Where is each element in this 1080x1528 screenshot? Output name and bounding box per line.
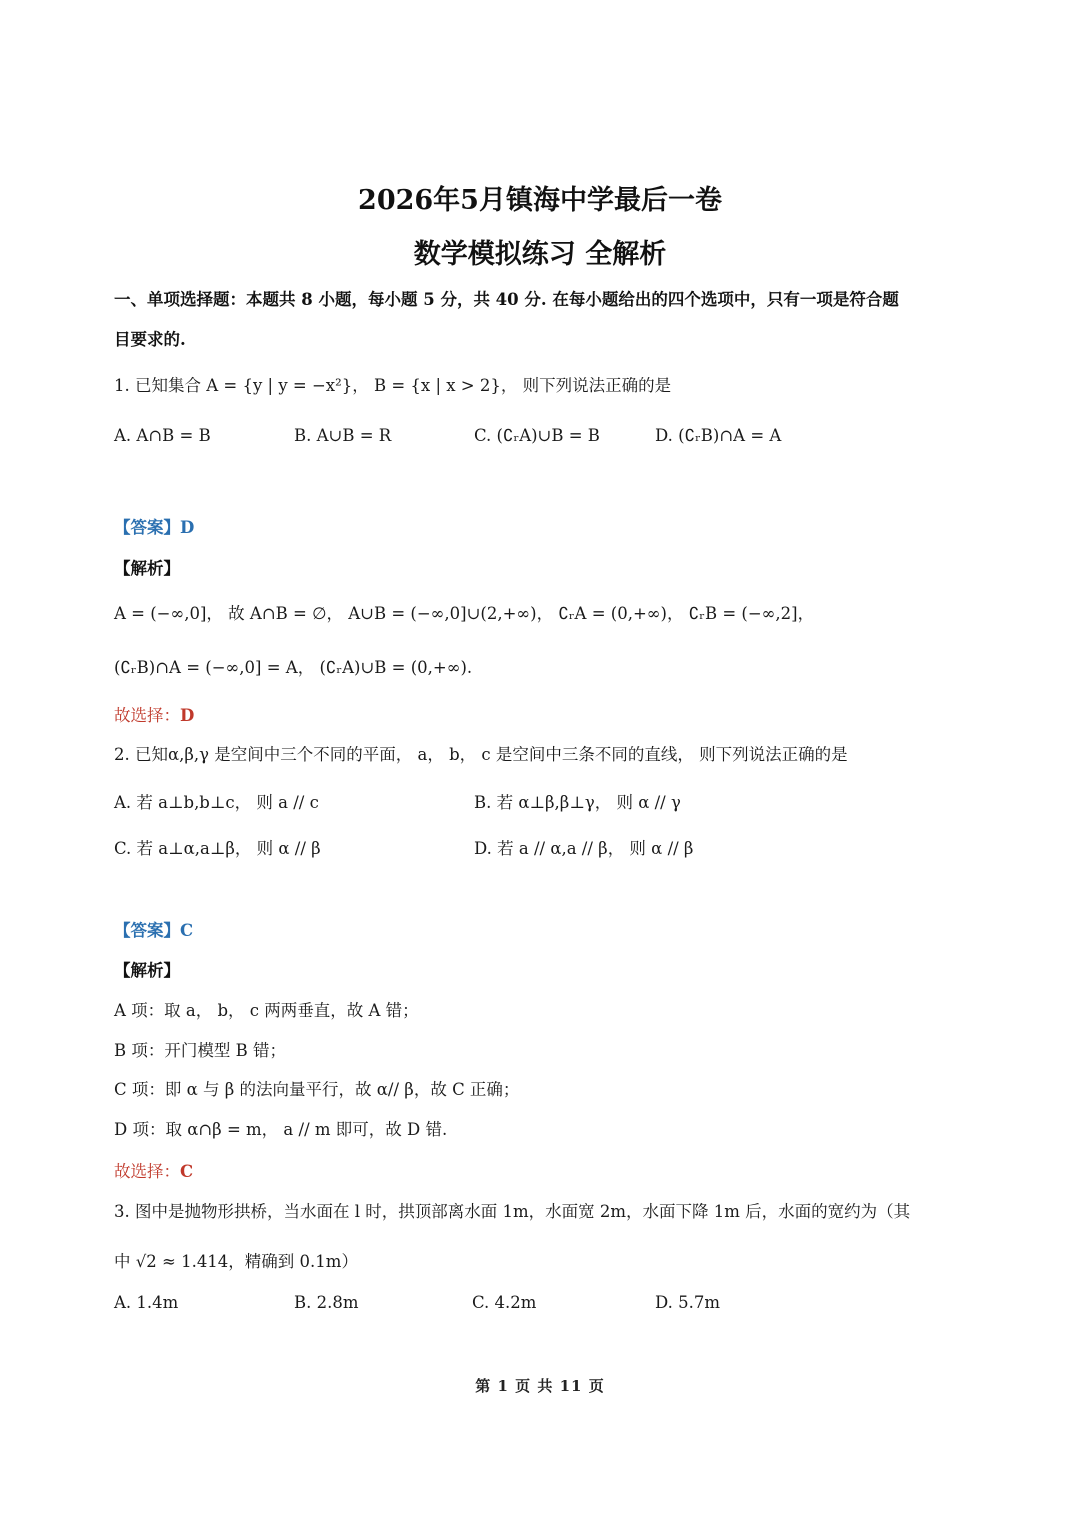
page-title: 2026年5月镇海中学最后一卷 [358, 185, 722, 216]
section-heading-line1: 一、单项选择题：本题共 8 小题，每小题 5 分，共 40 分. 在每小题给出的四个选项中，只有一项是符合题 [114, 290, 899, 309]
q3-option-a: A. 1.4m [114, 1293, 179, 1312]
q2-option-a: A. 若 a⊥b,b⊥c， 则 a // c [114, 793, 319, 812]
q2-option-b: B. 若 α⊥β,β⊥γ， 则 α // γ [474, 793, 681, 812]
page-subtitle: 数学模拟练习 全解析 [413, 239, 667, 270]
q1-select [114, 702, 194, 726]
q1-answer-value: D [180, 518, 195, 537]
q2-analysis-label: 【解析】 [114, 961, 180, 980]
q1-analysis-line2: (∁ᵣB)∩A = (−∞,0] = A， (∁ᵣA)∪B = (0,+∞). [114, 658, 473, 677]
q2-analysis-line-c: C 项：即 α 与 β 的法向量平行，故 α// β，故 C 正确； [114, 1080, 520, 1099]
q1-analysis-label: 【解析】 [114, 559, 180, 578]
q2-analysis-line-a: A 项：取 a， b， c 两两垂直，故 A 错； [114, 1001, 419, 1020]
q2-option-c: C. 若 a⊥α,a⊥β， 则 α // β [114, 839, 321, 858]
q2-answer-label: 【答案】 [114, 921, 180, 940]
q1-stem: 1. 已知集合 A = {y | y = −x²}， B = {x | x > 2}， 则下列说法正确的是 [114, 376, 672, 395]
q3-option-c: C. 4.2m [472, 1293, 537, 1312]
q1-select-value: D [180, 706, 195, 725]
q1-option-a: A. A∩B = B [114, 426, 211, 445]
q3-stem-line1: 3. 图中是抛物形拱桥，当水面在 l 时，拱顶部离水面 1m，水面宽 2m，水面下降 1m 后，水面的宽约为（其 [114, 1202, 911, 1221]
q2-select-value: C [180, 1162, 194, 1181]
q2-answer [114, 917, 193, 941]
q2-option-d: D. 若 a // α,a // β， 则 α // β [474, 839, 694, 858]
q1-answer [114, 514, 194, 538]
q1-option-b: B. A∪B = R [294, 426, 392, 445]
q1-option-c: C. (∁ᵣA)∪B = B [474, 426, 600, 445]
q1-analysis-line1: A = (−∞,0]， 故 A∩B = ∅， A∪B = (−∞,0]∪(2,+∞)， ∁ᵣA = (0,+∞)， ∁ᵣB = (−∞,2]， [114, 604, 815, 623]
q1-select-label: 故选择： [114, 706, 180, 725]
section-heading-line2: 目要求的. [114, 330, 186, 349]
q1-answer-label: 【答案】 [114, 518, 180, 537]
page-number: 第 1 页 共 11 页 [475, 1377, 605, 1395]
q3-option-b: B. 2.8m [294, 1293, 359, 1312]
q3-stem-line2: 中 √2 ≈ 1.414，精确到 0.1m） [114, 1252, 358, 1271]
q2-stem: 2. 已知α,β,γ 是空间中三个不同的平面， a， b， c 是空间中三条不同的直线， 则下列说法正确的是 [114, 745, 848, 764]
q2-answer-value: C [180, 921, 194, 940]
q2-select-label: 故选择： [114, 1162, 180, 1181]
q2-analysis-line-b: B 项：开门模型 B 错； [114, 1041, 286, 1060]
q1-option-d: D. (∁ᵣB)∩A = A [655, 426, 782, 445]
q3-option-d: D. 5.7m [655, 1293, 721, 1312]
q2-analysis-line-d: D 项：取 α∩β = m， a // m 即可，故 D 错. [114, 1120, 448, 1139]
q2-select [114, 1158, 193, 1182]
